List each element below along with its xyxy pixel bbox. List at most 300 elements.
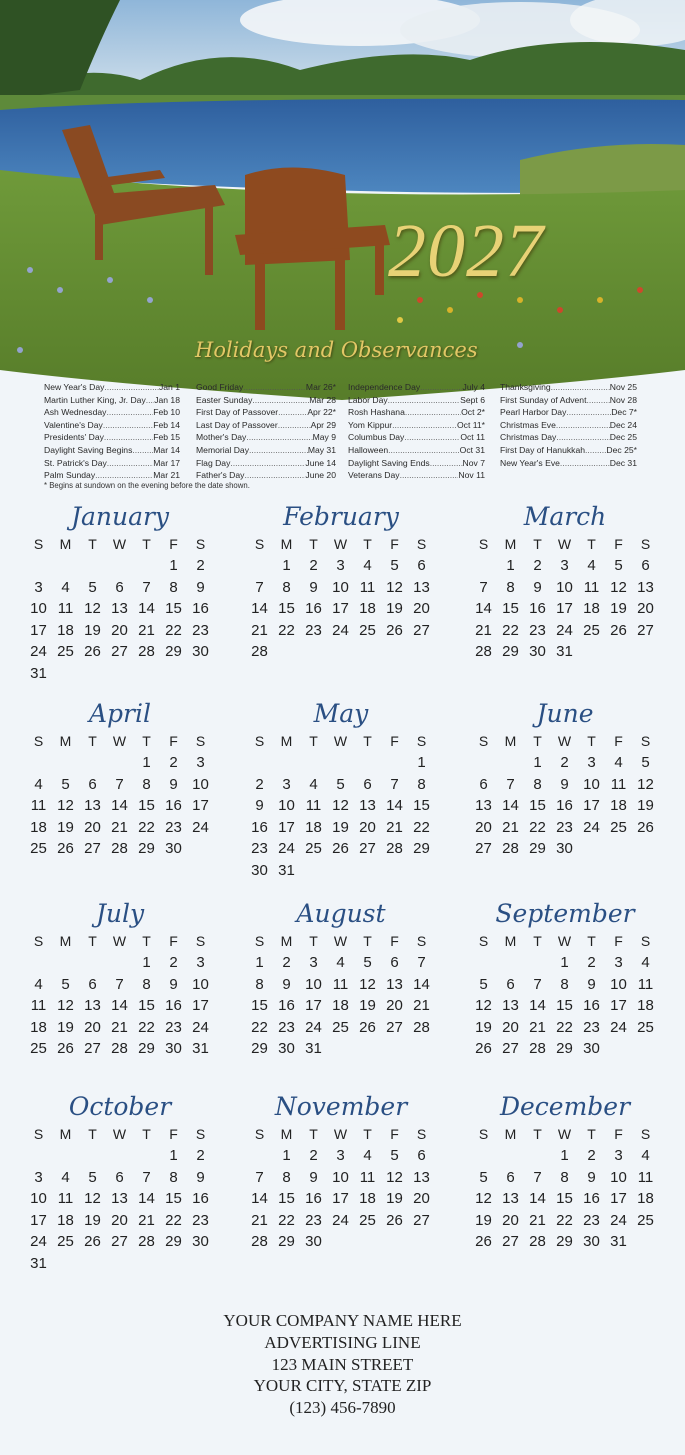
day-cell: 24: [192, 818, 209, 836]
day-cell: 8: [142, 975, 151, 993]
holiday-entry: [196, 394, 336, 407]
day-cell: 3: [336, 1147, 345, 1164]
holiday-name: Father's Day: [196, 470, 245, 481]
weekday-label: W: [112, 733, 127, 749]
weekday-label: F: [390, 536, 399, 552]
holiday-name: First Day of Hanukkah: [500, 444, 586, 455]
day-cell: 28: [111, 1040, 128, 1058]
day-cell: 1: [169, 557, 178, 574]
day-cell: 20: [84, 1018, 101, 1036]
month-name: March: [523, 502, 607, 531]
weekday-label: T: [363, 933, 372, 949]
day-cell: 1: [282, 557, 291, 574]
day-cell: 21: [475, 621, 492, 639]
day-cell: 14: [529, 997, 546, 1015]
day-cell: 6: [417, 1147, 426, 1164]
weekday-header: [246, 931, 436, 952]
day-cell: 25: [637, 1018, 654, 1036]
leader-dots: [132, 444, 153, 457]
day-cell: 3: [587, 754, 596, 771]
day-cell: [300, 752, 327, 774]
day-cell: 13: [502, 1190, 519, 1208]
weekday-label: M: [280, 733, 293, 749]
weekday-label: T: [363, 733, 372, 749]
day-cell: 26: [610, 621, 627, 639]
week-row: [470, 795, 660, 817]
weekday-label: M: [504, 733, 517, 749]
day-cell: 28: [251, 1233, 268, 1251]
day-cell: 14: [138, 600, 155, 618]
holiday-date: Dec 31: [609, 457, 637, 468]
day-cell: 23: [251, 840, 268, 858]
holiday-entry: [196, 419, 336, 432]
day-cell: [408, 641, 435, 663]
holiday-name: Yom Kippur: [348, 419, 393, 430]
day-cell: 6: [506, 1168, 515, 1186]
day-cell: [381, 1038, 408, 1060]
holiday-entry: [348, 469, 485, 482]
weekday-label: T: [533, 733, 542, 749]
holiday-entry: [348, 381, 485, 394]
leader-dots: [252, 394, 309, 407]
holiday-entry: [44, 431, 180, 444]
day-cell: 16: [251, 818, 268, 836]
week-row: [470, 1167, 660, 1189]
day-cell: 31: [610, 1233, 627, 1251]
day-cell: 16: [165, 797, 182, 815]
week-row: [246, 995, 436, 1017]
holiday-name: Halloween: [348, 444, 389, 455]
weekday-label: T: [309, 1126, 318, 1142]
week-row: [470, 1038, 660, 1060]
day-cell: 29: [165, 1233, 182, 1251]
week-row: [470, 995, 660, 1017]
day-cell: 22: [138, 818, 155, 836]
day-cell: [408, 860, 435, 882]
day-cell: 20: [475, 818, 492, 836]
day-cell: [133, 555, 160, 577]
month-january: [25, 500, 215, 685]
weekday-label: T: [587, 536, 596, 552]
month-august: [246, 897, 436, 1060]
leader-dots: [388, 394, 460, 407]
week-row: [470, 555, 660, 577]
day-cell: 19: [386, 600, 403, 618]
week-row: [246, 752, 436, 774]
day-cell: 22: [251, 1018, 268, 1036]
holiday-date: July 4: [462, 382, 485, 392]
weekday-label: M: [280, 536, 293, 552]
day-cell: 15: [556, 997, 573, 1015]
day-cell: [497, 752, 524, 774]
day-cell: 31: [278, 861, 295, 879]
day-cell: [354, 1038, 381, 1060]
day-cell: 23: [556, 818, 573, 836]
calendar-year: 2027: [388, 209, 544, 293]
day-cell: [632, 1038, 659, 1060]
holiday-name: New Year's Day: [44, 382, 105, 392]
day-cell: 23: [165, 1018, 182, 1036]
month-name: September: [495, 899, 635, 928]
day-cell: [106, 663, 133, 685]
weekday-header: [25, 931, 215, 952]
holiday-name: Veterans Day: [348, 470, 400, 481]
weekday-label: F: [169, 536, 178, 552]
weekday-header: [470, 931, 660, 952]
leader-dots: [556, 431, 609, 444]
day-cell: 26: [359, 1018, 376, 1036]
day-cell: 29: [138, 1040, 155, 1058]
day-cell: 6: [363, 775, 372, 793]
week-row: [470, 974, 660, 996]
leader-dots: [388, 444, 460, 457]
day-cell: 26: [332, 840, 349, 858]
day-cell: 10: [30, 600, 47, 618]
day-cell: 2: [282, 954, 291, 971]
day-cell: 13: [637, 578, 654, 596]
day-cell: 25: [57, 1233, 74, 1251]
day-cell: 20: [502, 1018, 519, 1036]
day-cell: 14: [475, 600, 492, 618]
day-cell: 18: [332, 997, 349, 1015]
day-cell: 6: [417, 557, 426, 574]
day-cell: 28: [251, 643, 268, 661]
day-cell: 3: [560, 557, 569, 574]
day-cell: 2: [169, 754, 178, 771]
day-cell: 17: [610, 997, 627, 1015]
week-row: [246, 1231, 436, 1253]
day-cell: 29: [251, 1040, 268, 1058]
holiday-name: Memorial Day: [196, 444, 250, 455]
holiday-date: June 14: [305, 457, 336, 468]
weekday-label: T: [533, 536, 542, 552]
day-cell: 16: [583, 997, 600, 1015]
day-cell: [408, 1038, 435, 1060]
day-cell: 18: [583, 600, 600, 618]
holiday-entry: [196, 381, 336, 394]
day-cell: 10: [192, 775, 209, 793]
day-cell: 13: [111, 600, 128, 618]
holidays-heading: Holidays and Observances: [195, 338, 478, 362]
day-cell: 13: [359, 797, 376, 815]
day-cell: 26: [475, 1233, 492, 1251]
holiday-date: Apr 29: [310, 419, 336, 430]
day-cell: 30: [556, 840, 573, 858]
day-cell: 3: [34, 1168, 43, 1186]
holiday-entry: [500, 419, 637, 432]
holidays-column-3: [348, 381, 485, 482]
weekday-label: T: [587, 733, 596, 749]
holiday-name: St. Patrick's Day: [44, 457, 107, 468]
day-cell: 27: [386, 1018, 403, 1036]
day-cell: [106, 752, 133, 774]
day-cell: 6: [390, 954, 399, 971]
advertising-line: ADVERTISING LINE: [264, 1332, 421, 1352]
day-cell: 27: [413, 621, 430, 639]
week-row: [246, 577, 436, 599]
month-name: June: [536, 699, 594, 728]
day-cell: 8: [169, 578, 178, 596]
month-march: [470, 500, 660, 663]
leader-dots: [106, 406, 153, 419]
day-cell: 9: [169, 975, 178, 993]
day-cell: 26: [84, 1233, 101, 1251]
holiday-date: Mar 26*: [305, 382, 336, 392]
day-cell: 16: [165, 997, 182, 1015]
week-row: [246, 860, 436, 882]
holiday-date: Mar 21: [153, 470, 180, 481]
day-cell: 4: [309, 775, 318, 793]
day-cell: 12: [610, 578, 627, 596]
day-cell: 13: [413, 1168, 430, 1186]
day-cell: 21: [413, 997, 430, 1015]
day-cell: 30: [165, 1040, 182, 1058]
day-cell: 15: [251, 997, 268, 1015]
week-row: [246, 774, 436, 796]
day-cell: 11: [359, 578, 376, 596]
day-cell: 18: [610, 797, 627, 815]
day-cell: 6: [115, 578, 124, 596]
day-cell: 1: [169, 1147, 178, 1164]
day-cell: 19: [84, 1211, 101, 1229]
day-cell: 21: [251, 1211, 268, 1229]
weekday-label: F: [169, 1126, 178, 1142]
holiday-date: Feb 14: [153, 419, 180, 430]
day-cell: [327, 1038, 354, 1060]
day-cell: 13: [475, 797, 492, 815]
day-cell: 17: [610, 1190, 627, 1208]
holiday-name: Presidents' Day: [44, 432, 104, 443]
weekday-label: W: [557, 536, 572, 552]
holiday-entry: [348, 406, 485, 419]
month-may: [246, 697, 436, 882]
month-july: [25, 897, 215, 1060]
day-cell: [25, 952, 52, 974]
day-cell: 15: [165, 600, 182, 618]
day-cell: [160, 1253, 187, 1275]
holiday-name: First Sunday of Advent: [500, 394, 587, 405]
day-cell: 8: [560, 1168, 569, 1186]
holiday-date: Oct 2*: [461, 407, 485, 418]
weekday-label: F: [614, 1126, 623, 1142]
day-cell: [79, 1145, 106, 1167]
day-cell: 21: [138, 621, 155, 639]
day-cell: 15: [529, 797, 546, 815]
week-row: [25, 663, 215, 685]
weekday-header: [25, 1124, 215, 1145]
holiday-entry: [500, 406, 637, 419]
day-cell: 18: [30, 818, 47, 836]
holiday-name: Daylight Saving Begins: [44, 444, 133, 455]
leader-dots: [107, 457, 153, 470]
day-cell: [327, 860, 354, 882]
day-cell: 23: [192, 1211, 209, 1229]
holidays-list: [0, 381, 685, 491]
week-row: [25, 1038, 215, 1060]
week-row: [246, 1210, 436, 1232]
weekday-label: S: [33, 1126, 44, 1142]
day-cell: 30: [278, 1040, 295, 1058]
week-row: [470, 1017, 660, 1039]
weekday-label: F: [390, 733, 399, 749]
day-cell: [79, 1253, 106, 1275]
day-cell: [470, 555, 497, 577]
weekday-label: S: [478, 933, 489, 949]
week-row: [25, 974, 215, 996]
day-cell: [524, 1145, 551, 1167]
day-cell: 2: [533, 557, 542, 574]
weekday-label: F: [614, 933, 623, 949]
day-cell: 1: [417, 754, 426, 771]
week-row: [246, 555, 436, 577]
holiday-name: First Day of Passover: [196, 407, 279, 418]
day-cell: 29: [556, 1040, 573, 1058]
day-cell: 25: [583, 621, 600, 639]
day-cell: 19: [84, 621, 101, 639]
day-cell: 12: [332, 797, 349, 815]
holiday-name: Christmas Day: [500, 432, 557, 443]
leader-dots: [566, 406, 611, 419]
day-cell: 13: [84, 797, 101, 815]
day-cell: 27: [84, 1040, 101, 1058]
day-cell: 11: [57, 600, 74, 618]
day-cell: 9: [587, 975, 596, 993]
day-cell: 26: [57, 1040, 74, 1058]
day-cell: [605, 641, 632, 663]
day-cell: 25: [637, 1211, 654, 1229]
day-cell: 22: [165, 1211, 182, 1229]
week-row: [246, 1188, 436, 1210]
day-cell: 24: [332, 1211, 349, 1229]
day-cell: 22: [278, 621, 295, 639]
weekday-label: M: [504, 933, 517, 949]
weekday-label: W: [557, 933, 572, 949]
day-cell: [246, 555, 273, 577]
holiday-date: Feb 15: [153, 432, 180, 443]
day-cell: 8: [282, 578, 291, 596]
day-cell: 22: [165, 621, 182, 639]
day-cell: 10: [30, 1190, 47, 1208]
weekday-label: W: [557, 1126, 572, 1142]
week-row: [25, 752, 215, 774]
day-cell: 10: [610, 975, 627, 993]
day-cell: [246, 1145, 273, 1167]
day-cell: 16: [583, 1190, 600, 1208]
day-cell: 31: [192, 1040, 209, 1058]
day-cell: 9: [169, 775, 178, 793]
day-cell: 20: [637, 600, 654, 618]
company-name: YOUR COMPANY NAME HERE: [223, 1311, 462, 1330]
day-cell: 28: [502, 840, 519, 858]
day-cell: 28: [413, 1018, 430, 1036]
day-cell: [25, 555, 52, 577]
weekday-label: T: [142, 733, 151, 749]
weekday-label: S: [33, 536, 44, 552]
leader-dots: [244, 469, 305, 482]
week-row: [25, 817, 215, 839]
day-cell: 17: [30, 1211, 47, 1229]
day-cell: 28: [138, 643, 155, 661]
day-cell: 9: [309, 1168, 318, 1186]
holiday-date: June 20: [305, 470, 336, 481]
leader-dots: [104, 381, 159, 394]
day-cell: 17: [305, 997, 322, 1015]
week-row: [470, 838, 660, 860]
day-cell: 14: [502, 797, 519, 815]
day-cell: 19: [475, 1018, 492, 1036]
weekday-label: T: [142, 933, 151, 949]
day-cell: 12: [637, 775, 654, 793]
day-cell: 20: [359, 818, 376, 836]
week-row: [25, 1231, 215, 1253]
month-name: May: [313, 699, 369, 728]
holiday-date: Mar 28: [309, 394, 336, 405]
day-cell: 15: [278, 1190, 295, 1208]
holiday-name: Rosh Hashana: [348, 407, 405, 418]
day-cell: [470, 752, 497, 774]
month-december: [470, 1090, 660, 1253]
day-cell: 5: [390, 557, 399, 574]
weekday-label: S: [640, 1126, 651, 1142]
holiday-entry: [348, 419, 485, 432]
day-cell: 21: [502, 818, 519, 836]
month-name: February: [283, 502, 399, 531]
day-cell: 14: [251, 600, 268, 618]
holiday-name: Valentine's Day: [44, 419, 103, 430]
week-row: [25, 774, 215, 796]
day-cell: 9: [196, 578, 205, 596]
day-cell: 19: [610, 600, 627, 618]
weekday-label: F: [614, 536, 623, 552]
advertiser-block: [0, 1310, 685, 1419]
week-row: [470, 598, 660, 620]
day-cell: 10: [305, 975, 322, 993]
holiday-entry: [500, 394, 637, 407]
day-cell: 22: [529, 818, 546, 836]
week-row: [470, 577, 660, 599]
month-name: December: [499, 1092, 631, 1121]
week-row: [470, 1231, 660, 1253]
day-cell: [632, 1231, 659, 1253]
day-cell: 22: [502, 621, 519, 639]
day-cell: [187, 1253, 214, 1275]
holiday-entry: [348, 444, 485, 457]
day-cell: 29: [165, 643, 182, 661]
day-cell: 1: [142, 754, 151, 771]
holiday-date: Oct 11: [460, 432, 485, 443]
day-cell: 30: [192, 1233, 209, 1251]
day-cell: 4: [61, 1168, 70, 1186]
day-cell: 18: [305, 818, 322, 836]
leader-dots: [560, 457, 610, 470]
day-cell: 12: [386, 1168, 403, 1186]
day-cell: [354, 1231, 381, 1253]
day-cell: [300, 860, 327, 882]
day-cell: 9: [587, 1168, 596, 1186]
day-cell: 5: [61, 775, 70, 793]
weekday-label: M: [59, 1126, 72, 1142]
holiday-date: Jan 1: [158, 382, 180, 392]
weekday-label: S: [195, 1126, 206, 1142]
holiday-entry: [500, 444, 637, 457]
holiday-date: Feb 10: [153, 407, 180, 418]
weekday-label: S: [478, 536, 489, 552]
day-cell: 10: [556, 578, 573, 596]
day-cell: 21: [111, 818, 128, 836]
day-cell: 2: [169, 954, 178, 971]
weekday-label: W: [112, 536, 127, 552]
day-cell: 28: [529, 1233, 546, 1251]
